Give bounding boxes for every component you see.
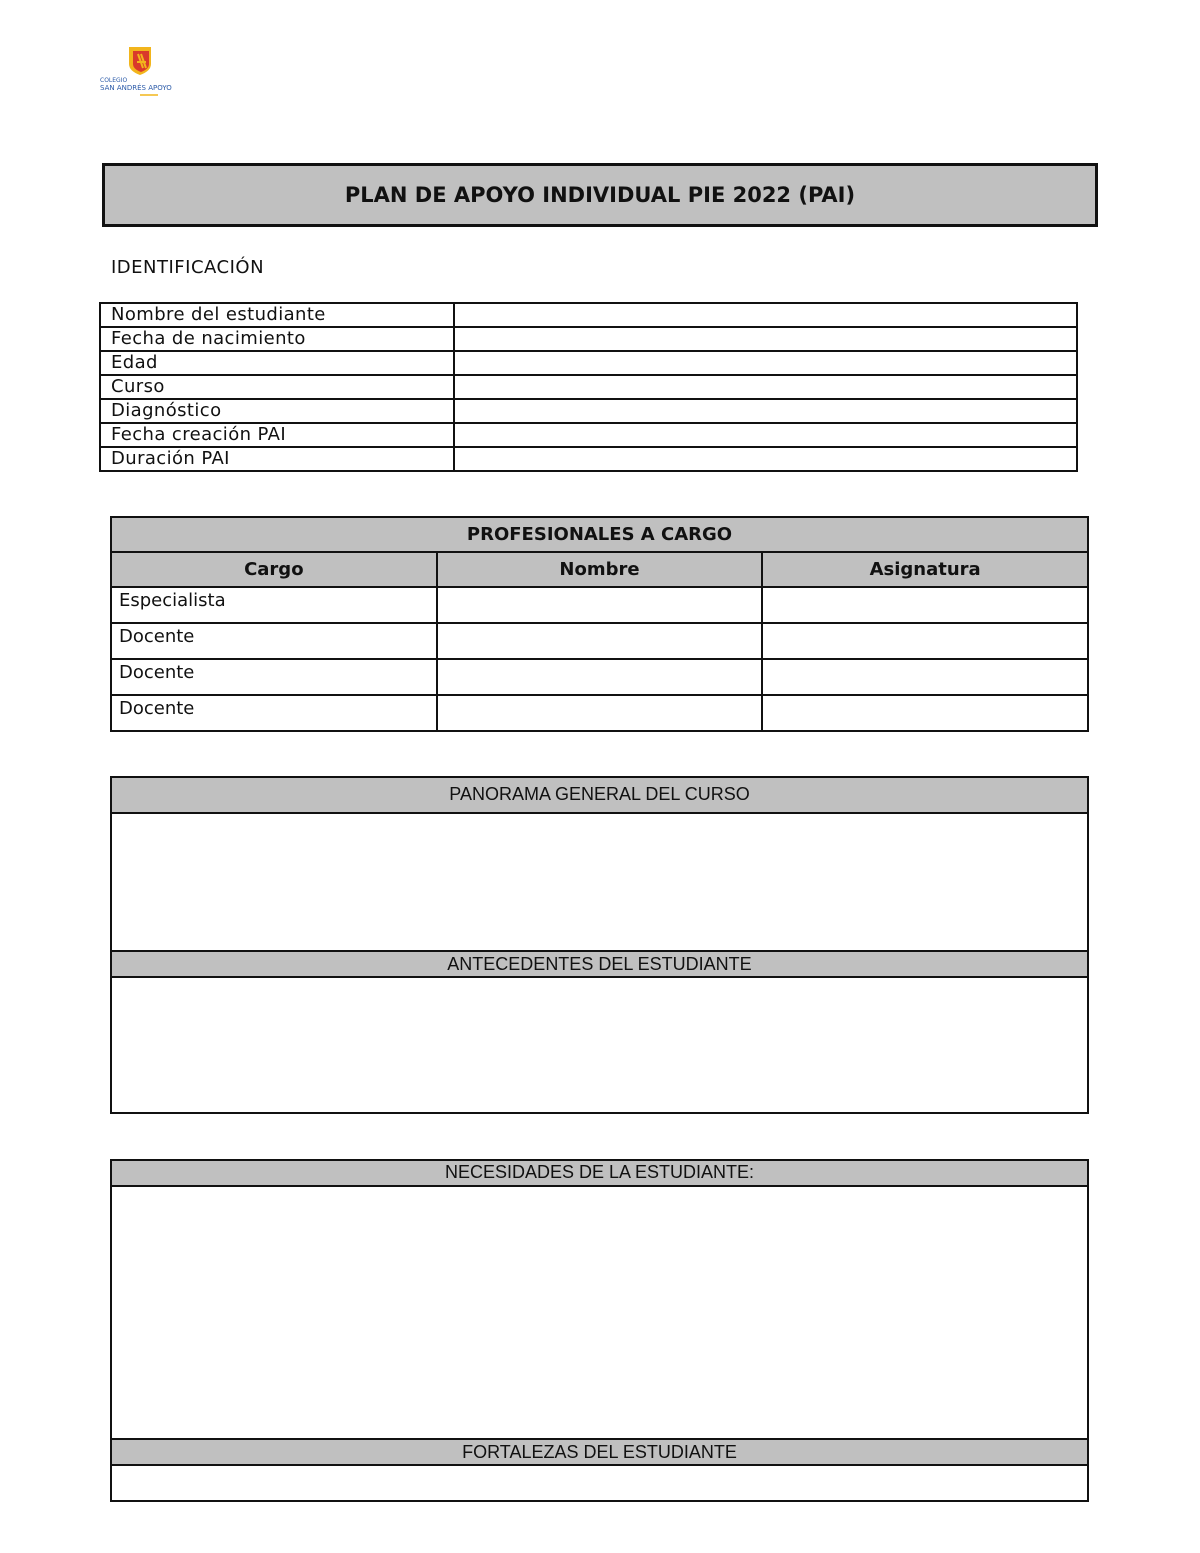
table-header-row bbox=[111, 552, 1088, 587]
table-row bbox=[111, 623, 1088, 659]
identificacion-label: IDENTIFICACIÓN bbox=[111, 257, 265, 278]
panorama-header: PANORAMA GENERAL DEL CURSO bbox=[112, 778, 1087, 814]
field-label: Edad bbox=[100, 351, 454, 375]
cargo-cell: Especialista bbox=[111, 587, 437, 623]
panorama-content-area[interactable] bbox=[112, 814, 1087, 950]
field-value-input[interactable] bbox=[454, 423, 1077, 447]
nombre-cell[interactable] bbox=[437, 623, 763, 659]
nombre-cell[interactable] bbox=[437, 587, 763, 623]
table-row bbox=[100, 399, 1077, 423]
table-row bbox=[100, 447, 1077, 471]
column-header-asignatura: Asignatura bbox=[762, 552, 1088, 587]
asignatura-cell[interactable] bbox=[762, 695, 1088, 731]
profesionales-table bbox=[110, 516, 1089, 732]
cargo-cell: Docente bbox=[111, 695, 437, 731]
antecedentes-header: ANTECEDENTES DEL ESTUDIANTE bbox=[112, 950, 1087, 978]
field-value-input[interactable] bbox=[454, 375, 1077, 399]
cargo-cell: Docente bbox=[111, 659, 437, 695]
field-value-input[interactable] bbox=[454, 399, 1077, 423]
school-shield-icon bbox=[96, 44, 186, 100]
profesionales-caption: PROFESIONALES A CARGO bbox=[111, 517, 1088, 552]
field-label: Nombre del estudiante bbox=[100, 303, 454, 327]
necesidades-content-area[interactable] bbox=[112, 1187, 1087, 1438]
identification-table bbox=[99, 302, 1078, 472]
table-caption-row bbox=[111, 517, 1088, 552]
field-value-input[interactable] bbox=[454, 327, 1077, 351]
table-row bbox=[100, 327, 1077, 351]
table-row bbox=[111, 659, 1088, 695]
column-header-cargo: Cargo bbox=[111, 552, 437, 587]
field-value-input[interactable] bbox=[454, 303, 1077, 327]
panorama-antecedentes-box bbox=[110, 776, 1089, 1114]
field-label: Diagnóstico bbox=[100, 399, 454, 423]
logo-text-line2: SAN ANDRÉS APOYO bbox=[100, 84, 172, 92]
nombre-cell[interactable] bbox=[437, 695, 763, 731]
necesidades-header: NECESIDADES DE LA ESTUDIANTE: bbox=[112, 1161, 1087, 1187]
field-value-input[interactable] bbox=[454, 447, 1077, 471]
logo-text-line1: COLEGIO bbox=[100, 77, 128, 84]
field-label: Duración PAI bbox=[100, 447, 454, 471]
school-logo bbox=[96, 44, 186, 100]
asignatura-cell[interactable] bbox=[762, 587, 1088, 623]
cargo-cell: Docente bbox=[111, 623, 437, 659]
necesidades-fortalezas-box bbox=[110, 1159, 1089, 1502]
document-title-box bbox=[102, 163, 1098, 227]
column-header-nombre: Nombre bbox=[437, 552, 763, 587]
document-title: PLAN DE APOYO INDIVIDUAL PIE 2022 (PAI) bbox=[344, 183, 856, 207]
field-label: Fecha de nacimiento bbox=[100, 327, 454, 351]
asignatura-cell[interactable] bbox=[762, 659, 1088, 695]
table-row bbox=[100, 423, 1077, 447]
field-label: Curso bbox=[100, 375, 454, 399]
field-label: Fecha creación PAI bbox=[100, 423, 454, 447]
asignatura-cell[interactable] bbox=[762, 623, 1088, 659]
antecedentes-content-area[interactable] bbox=[112, 978, 1087, 1112]
table-row bbox=[100, 375, 1077, 399]
table-row bbox=[100, 303, 1077, 327]
table-row bbox=[100, 351, 1077, 375]
nombre-cell[interactable] bbox=[437, 659, 763, 695]
fortalezas-content-area[interactable] bbox=[112, 1466, 1087, 1500]
field-value-input[interactable] bbox=[454, 351, 1077, 375]
table-row bbox=[111, 587, 1088, 623]
fortalezas-header: FORTALEZAS DEL ESTUDIANTE bbox=[112, 1438, 1087, 1466]
table-row bbox=[111, 695, 1088, 731]
